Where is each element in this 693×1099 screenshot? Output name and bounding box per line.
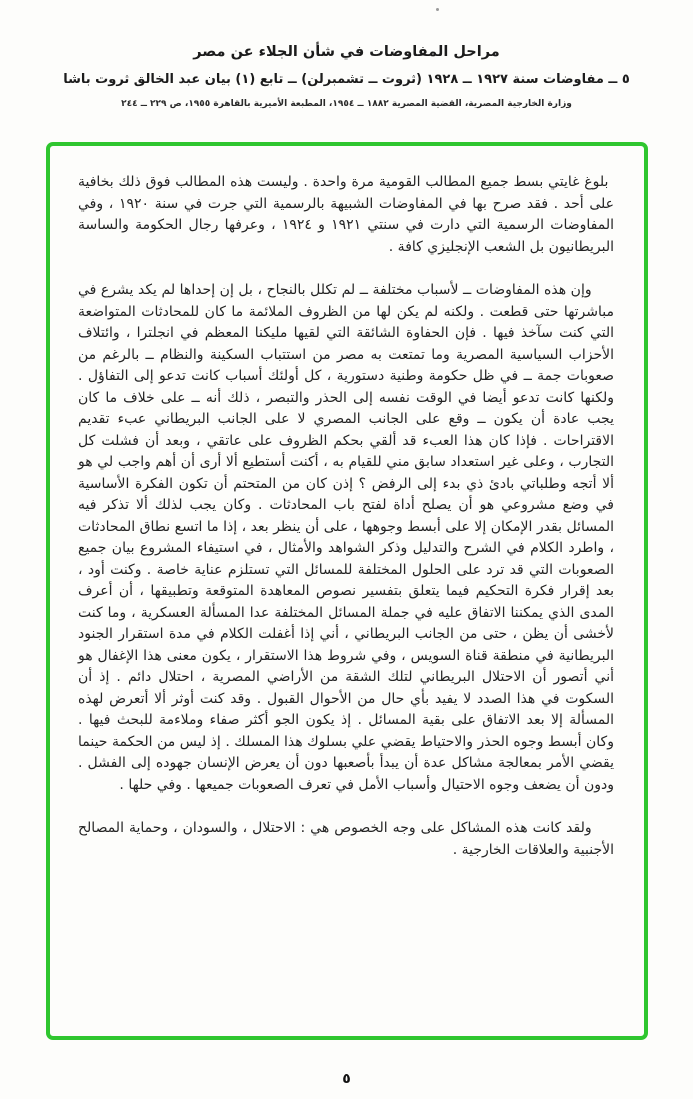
page-number: ٥ (342, 1071, 351, 1087)
document-source-citation: وزارة الخارجية المصرية، القضية المصرية ١٨٨٢ ــ ١٩٥٤، المطبعة الأميرية بالقاهرة ١٩٥٥، ص ٢٢٩ ــ ٢٤٤ (121, 99, 572, 109)
paragraph: ولقد كانت هذه المشاكل على وجه الخصوص هي : الاحتلال ، والسودان ، وحماية المصالح الأجنبية والعلاقات الخارجية . (78, 820, 614, 858)
document-header (0, 0, 693, 109)
paragraph: وإن هذه المفاوضات ــ لأسباب مختلفة ــ لم تكلل بالنجاح ، بل إن إحداها لم يكد يشرع في مباشرتها حتى قطعت . ولكنه لم يكن لها من الظروف الملائمة ما كان للمحادثات المتواضعة التي كنت سآخذ فيها . فإن الحفاوة الشائقة التي لقيها مليكنا المعظم في انجلترا ، وائتلاف الأحزاب السياسية المصرية وما تمتعت به مصر من استتباب السكينة والنظام ــ بالرغم من صعوبات جمة ــ في ظل حكومة وطنية دستورية ، كل أولئك أسباب كانت تدعو إلى التفاؤل . ولكنها كانت تدعو أيضا في الوقت نفسه إلى الحذر والتبصر ، ذلك أنه ــ على خلاف ما كان يجب عادة أن يكون ــ وقع على الجانب المصري لا على الجانب البريطاني عبء تقديم الاقتراحات . فإذا كان هذا العبء قد ألقي بحكم الظروف على عاتقي ، وبعد أن فشلت كل التجارب ، وعلى غير استعداد سابق مني للقيام به ، أكنت أستطيع ألا أرى أن أهم واجب لي هو ألا أتجه وطلباتي بادئ ذي بدء إلى الرفض ؟ إذن كان من المتحتم أن تكون الفكرة الأساسية في وضع مشروعي هو أن يصلح أداة لفتح باب المحادثات . وكان يجب لذلك ألا تذكر فيه المسائل بقدر الإمكان إلا على أبسط وجوهها ، على أن ينظر بعد ، إذا ما اتسع نطاق المحادثات ، واطرد الكلام في الشرح والتدليل وذكر الشواهد والأمثال ، في استيفاء المشروع بيان جميع الصعوبات التي قد ترد على الحلول المختلفة للمسائل التي تستلزم عناية خاصة . وكنت أود ، بعد إقرار فكرة التحكيم فيما يتعلق بتفسير نصوص المعاهدة المتوقعة وتطبيقها ، أن أعرف المدى الذي يمكننا الاتفاق عليه في جملة المسائل المختلفة عدا المسألة العسكرية ، وما كنت لأخشى أن يظن ، حتى من الجانب البريطاني ، أني إذا أغفلت الكلام في مدة استقرار الجنود البريطانية في منطقة قناة السويس ، وفي شروط هذا الاستقرار ، يكون معنى هذا الإغفال هو أني أتصور أن الاحتلال البريطاني لتلك الشقة من الأراضي المصرية ، احتلال دائم . إذ أن السكوت في هذا الصدد لا يفيد بأي حال من الأحوال القبول . وقد كنت أوثر ألا أتعرض لهذه المسألة إلا بعد الاتفاق على بقية المسائل . إذ يكون الجو أكثر صفاء وملاءمة للبحث فيها . وكان أبسط وجوه الحذر والاحتياط يقضي علي بسلوك هذا المسلك . إذ ليس من الحكمة حينما يقضي الأمر بمعالجة مشاكل عدة أن يبدأ بأصعبها دون أن يعرض الإنسان جهوده إلى الفشل . ودون أن يضعف وجوه الاحتيال وأسباب الأمل في تعرف الصعوبات جميعها . وفي حلها . (78, 282, 614, 793)
highlighted-text-frame (46, 142, 648, 1040)
scan-artifact-dot (436, 8, 439, 11)
document-body-text (78, 172, 614, 861)
paragraph: بلوغ غايتي بسط جميع المطالب القومية مرة واحدة . وليست هذه المطالب فوق ذلك بخافية على أحد . فقد صرح بها في المفاوضات الشبيهة بالرسمية التي جرت في سنة ١٩٢٠ ، وفي المفاوضات الرسمية التي دارت في سنتي ١٩٢١ و ١٩٢٤ ، وعرفها رجال الحكومة والساسة البريطانيون بل الشعب الإنجليزي كافة . (78, 174, 615, 255)
document-subtitle: ٥ ــ مفاوضات سنة ١٩٢٧ ــ ١٩٢٨ (ثروت ــ تشمبرلن) ــ تابع (١) بيان عبد الخالق ثروت باشا (63, 72, 630, 87)
document-title: مراحل المفاوضات في شأن الجلاء عن مصر (193, 44, 500, 60)
